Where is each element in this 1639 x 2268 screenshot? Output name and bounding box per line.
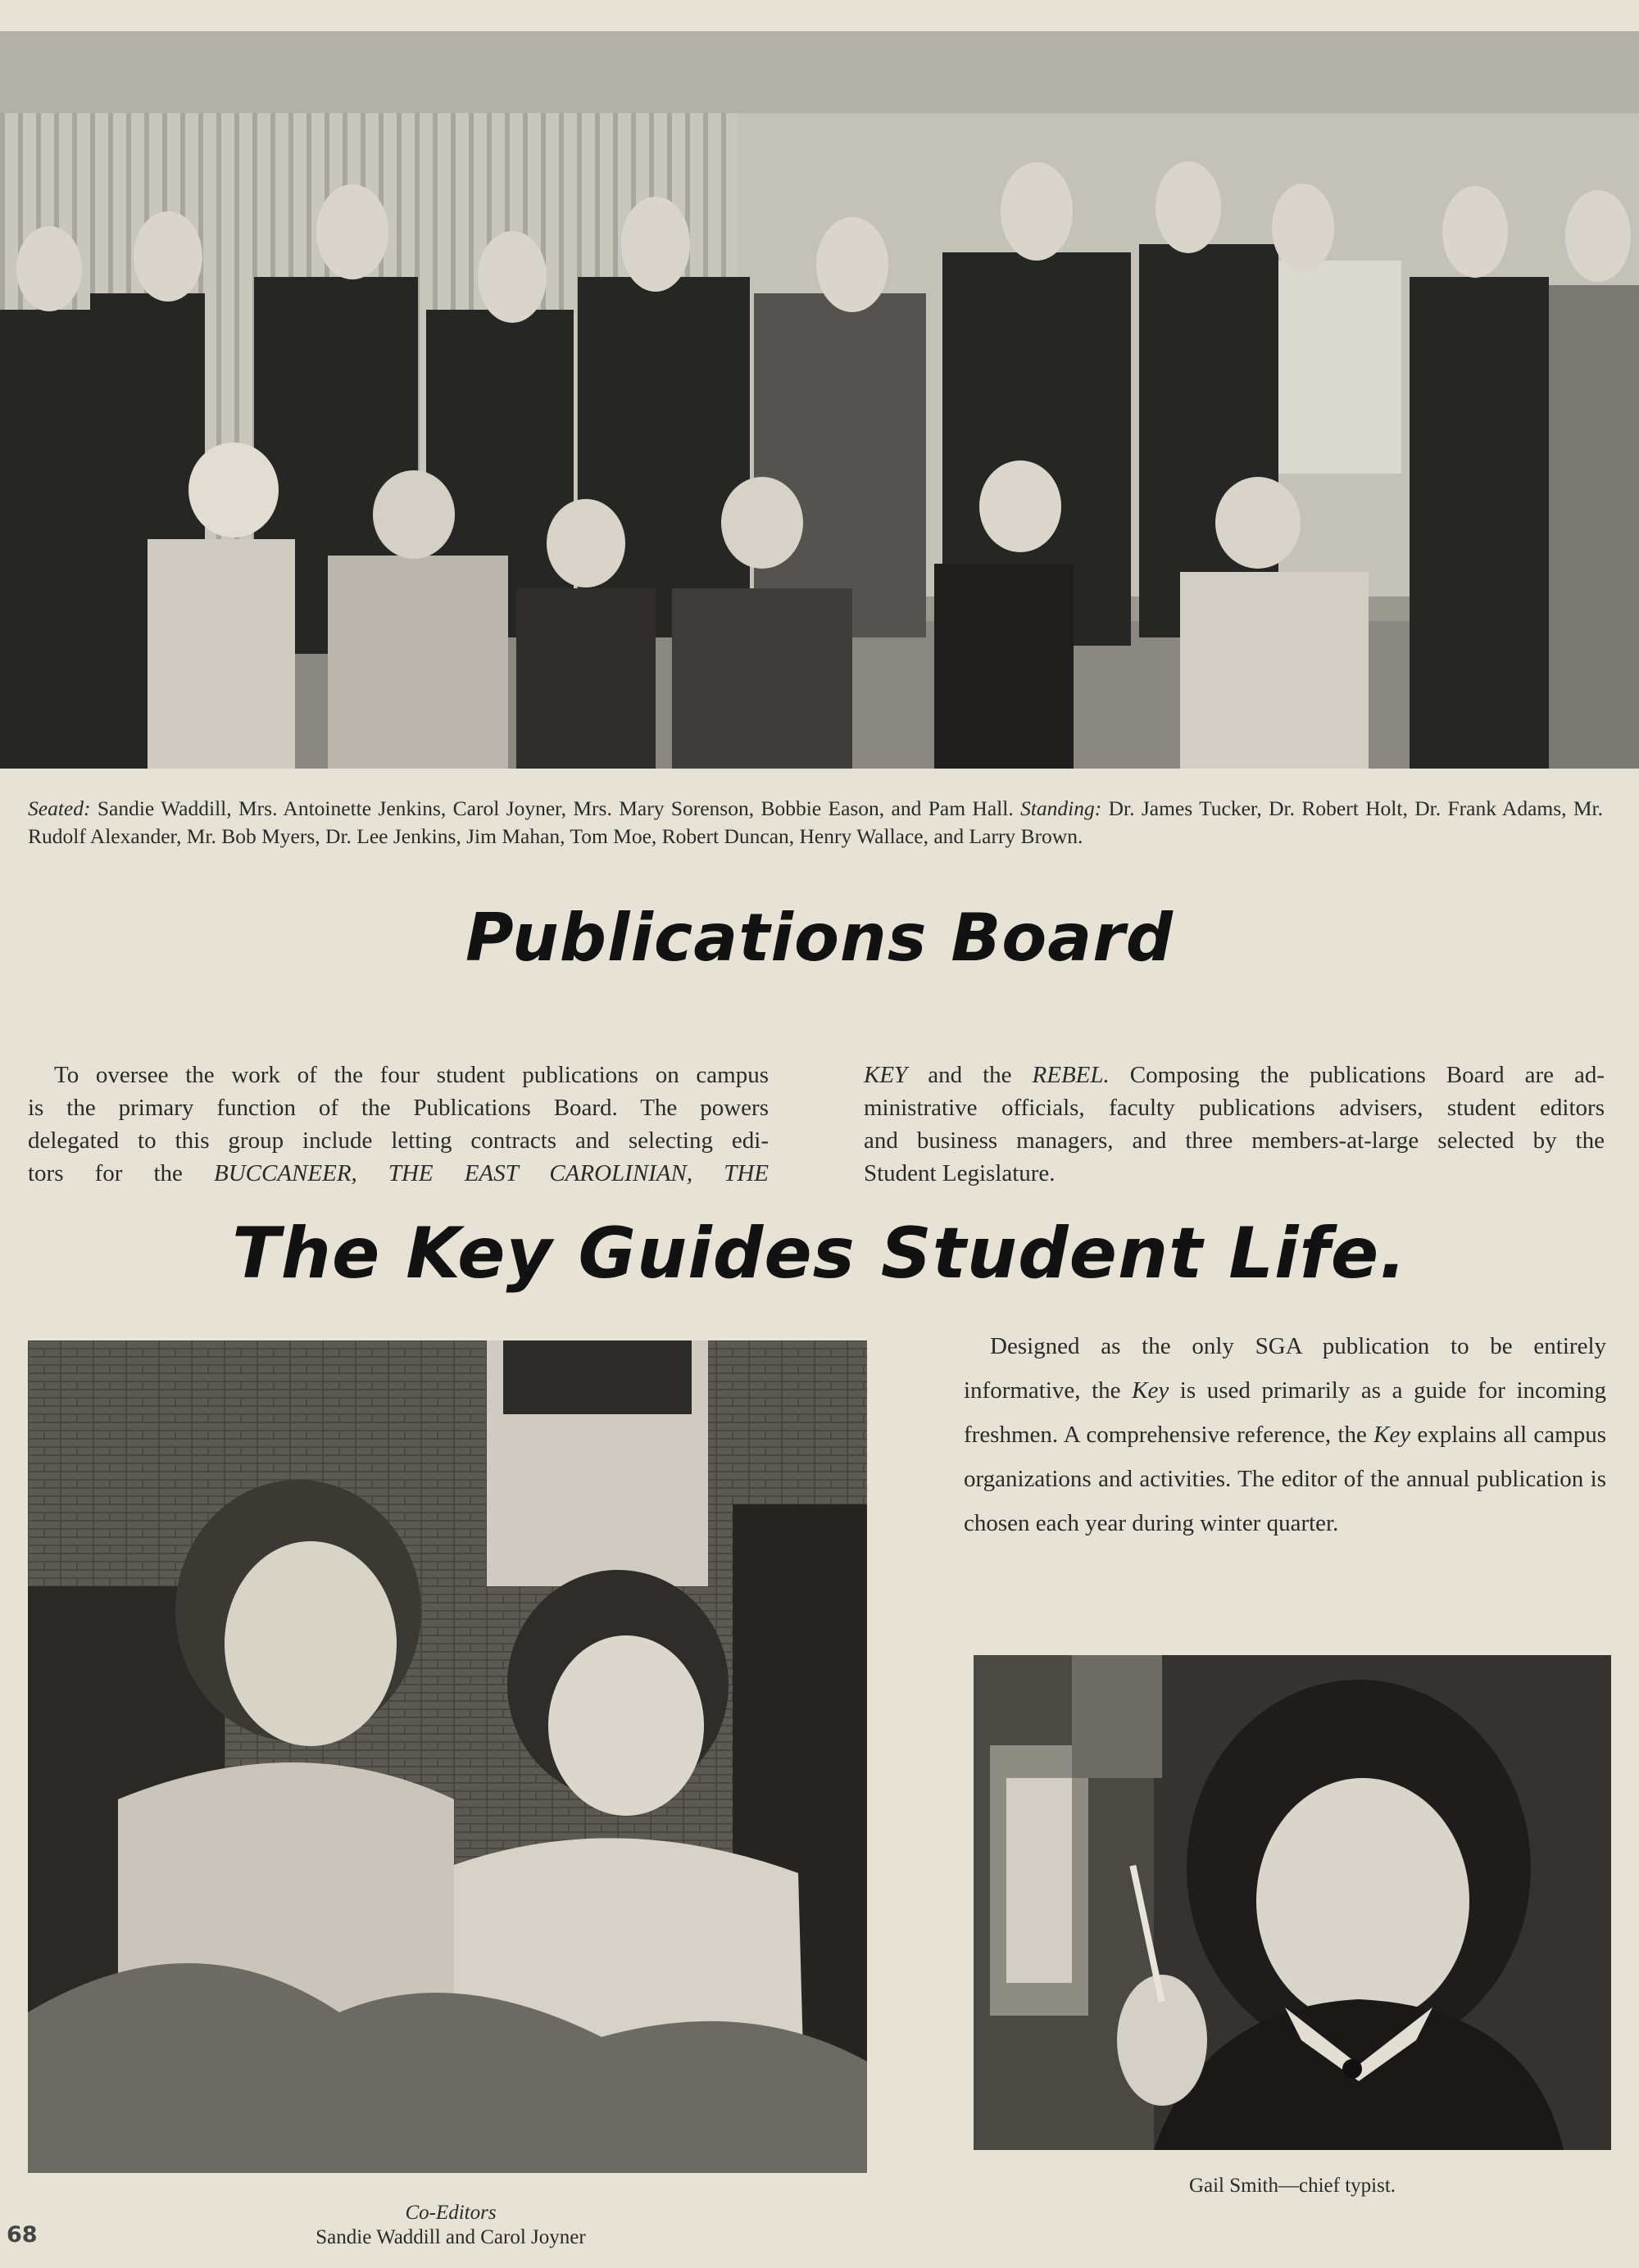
publications-text-column-1 [28, 1059, 769, 1190]
standing-label: Standing: [1020, 796, 1102, 820]
publications-text-column-2 [864, 1059, 1605, 1190]
key-guides-heading: The Key Guides Student Life. [232, 1213, 1407, 1295]
standing-names: Dr. James Tucker, Dr. Robert Holt, Dr. Frank Adams, Mr. Rudolf Alexander, Mr. Bob Myers, Dr. Lee Jenkins, Jim Mahan, Tom Moe, Robert Duncan, Henry Wallace, and Larry Brown. [28, 796, 1604, 848]
key-text-part-1: Designed as the only SGA publication to be entirely informative, the [964, 1333, 1606, 1404]
publication-names: BUCCANEER, THE EAST CAROLINIAN, THE [213, 1160, 769, 1186]
col2-line-2: ministrative officials, faculty publications advisers, student editors [864, 1095, 1605, 1121]
co-editors-names: Sandie Waddill and Carol Joyner [316, 2226, 586, 2248]
seated-label: Seated: [28, 796, 91, 820]
key-italic-1: Key [1132, 1377, 1169, 1404]
col2-line-1 [864, 1059, 1605, 1091]
group-photo [0, 31, 1639, 769]
group-photo-caption [28, 795, 1603, 850]
co-editors-photo [28, 1340, 867, 2173]
key-text-part-2: is used primarily as a guide for incoming freshmen. A comprehensive reference, the [964, 1377, 1607, 1448]
typist-caption: Gail Smith—chief typist. [1188, 2175, 1396, 2197]
rebel-title: REBEL. [1032, 1062, 1110, 1088]
col1-line-2: is the primary function of the Publications Board. The powers [28, 1095, 769, 1121]
col1-line-4-start: tors for the [28, 1160, 183, 1186]
co-editors-caption [246, 2201, 656, 2250]
seated-names: Sandie Waddill, Mrs. Antoinette Jenkins, Carol Joyner, Mrs. Mary Sorenson, Bobbie Eason, and Pam Hall. [97, 796, 1014, 820]
col2-line-4: Student Legislature. [864, 1160, 1056, 1186]
col2-line-3: and business managers, and three members-at-large selected by the [864, 1127, 1605, 1154]
co-editors-title: Co-Editors [405, 2202, 497, 2224]
key-text-part-3: explains all campus organizations and activities. The editor of the annual publication is chosen each year during winter quarter. [964, 1422, 1606, 1536]
key-italic-2: Key [1373, 1422, 1411, 1448]
col1-line-3: delegated to this group include letting contracts and selecting edi- [28, 1127, 769, 1154]
key-title: KEY [864, 1062, 908, 1088]
key-description [964, 1324, 1606, 1545]
page-number: 68 [7, 2222, 38, 2248]
key-description-paragraph [964, 1324, 1606, 1545]
col2-line-1-mid: and the [928, 1062, 1012, 1088]
col2-line-1-end: Composing the publications Board are ad- [1129, 1062, 1605, 1088]
typist-photo [974, 1655, 1611, 2150]
publications-board-heading: Publications Board [465, 900, 1174, 976]
col1-line-1: To oversee the work of the four student publications on campus [54, 1062, 769, 1088]
col1-line-4 [28, 1157, 769, 1190]
